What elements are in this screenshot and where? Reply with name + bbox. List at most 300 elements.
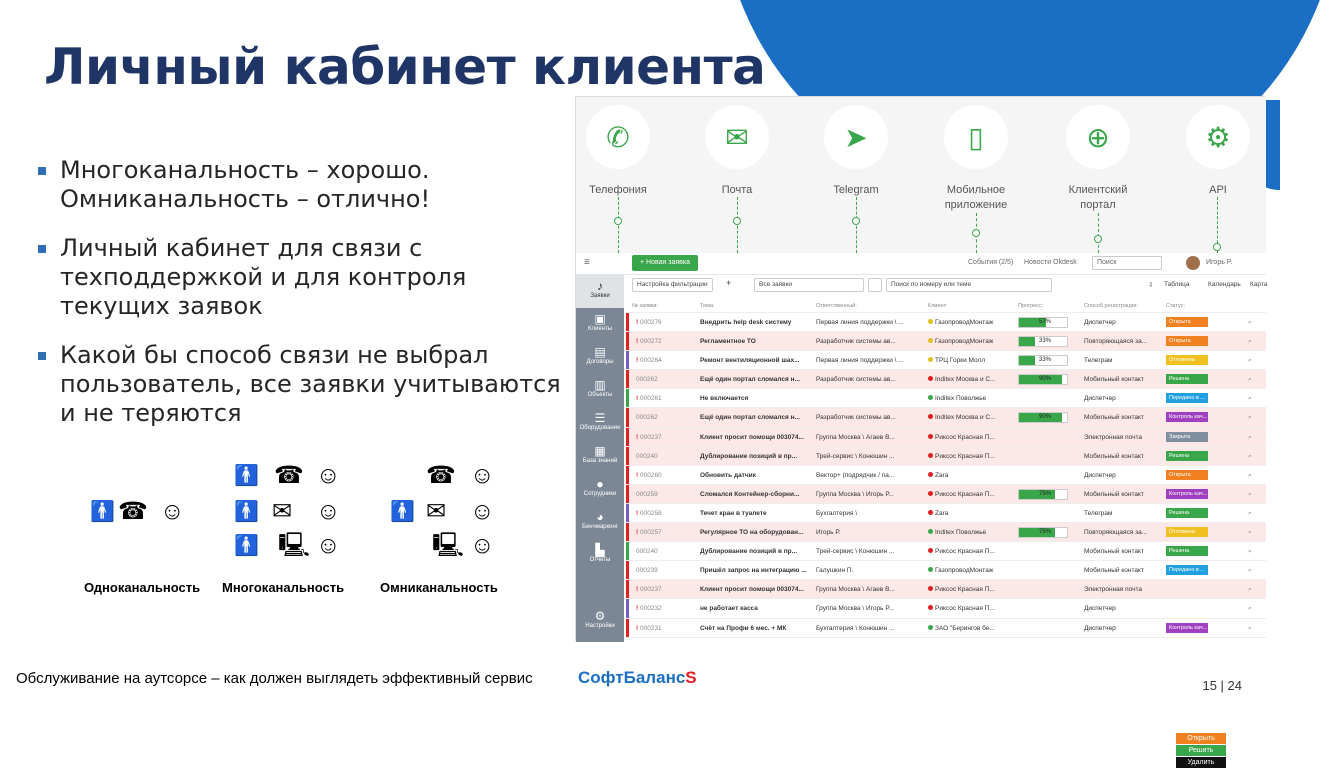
table-row[interactable] (626, 485, 1266, 504)
view-map-tab[interactable]: Карта (1250, 281, 1268, 288)
request-topic[interactable]: не работает касса (700, 605, 758, 613)
bullet-item: Многоканальность – хорошо. Омниканальность – отлично! (36, 156, 566, 214)
status-badge[interactable]: Решена (1166, 374, 1208, 384)
sidebar-label: Заявки (590, 293, 610, 299)
responsible: Группа Москва \ Игорь Р... (816, 605, 894, 613)
sidebar-item-objects[interactable] (576, 374, 624, 407)
request-number[interactable]: ! 000260 (636, 471, 662, 479)
book-icon: ▦ (594, 444, 606, 458)
connector-dot (733, 217, 741, 225)
table-row[interactable] (626, 370, 1266, 389)
smile-icon: ☺ (160, 498, 185, 525)
registration-method: Мобильный контакт (1084, 376, 1144, 384)
globe-icon: ⊕ (1066, 105, 1130, 169)
request-number[interactable]: 000239 (636, 567, 658, 575)
table-row[interactable] (626, 599, 1266, 618)
request-topic[interactable]: Ремонт вентиляционной шах... (700, 357, 800, 365)
table-row[interactable] (626, 351, 1266, 370)
client: Риксос Красная П... (928, 428, 1014, 447)
client: Риксос Красная П... (928, 542, 1014, 561)
row-stripe (626, 370, 629, 388)
client: ЗАО "Берингов бе... (928, 619, 1014, 638)
avatar[interactable] (1186, 256, 1200, 270)
request-number[interactable]: ! 000261 (636, 395, 662, 403)
building-icon: ▥ (594, 378, 606, 392)
channel-icons-row (576, 97, 1266, 253)
status-badge[interactable]: Решена (1166, 451, 1208, 461)
view-icon[interactable]: ⌕ (1248, 586, 1252, 594)
client-status-dot (928, 548, 933, 553)
row-stripe (626, 561, 629, 579)
row-stripe (626, 542, 629, 560)
view-icon[interactable]: ⌕ (1248, 605, 1252, 613)
sidebar-label: Оборудование (579, 425, 621, 431)
phone-icon: ☎ (426, 462, 456, 489)
column-header[interactable]: Статус: (1166, 303, 1185, 309)
client: ТРЦ Горки Молл (928, 351, 1014, 370)
table-row[interactable] (626, 504, 1266, 523)
request-topic[interactable]: Течет кран в туалете (700, 509, 767, 517)
connector-line (856, 197, 857, 253)
responsible: Бухгалтерия \ (816, 509, 858, 517)
request-topic[interactable]: Дублирование позиций в пр... (700, 452, 798, 460)
table-row[interactable] (626, 447, 1266, 466)
progress-value: 90% (1039, 376, 1052, 383)
logo-text: СофтБаланс (578, 668, 686, 687)
request-number[interactable]: 000262 (636, 414, 658, 422)
urgent-icon: ! (636, 471, 640, 479)
view-icon[interactable]: ⌕ (1248, 376, 1252, 384)
sidebar-item-contracts[interactable] (576, 341, 624, 374)
request-number[interactable]: 000262 (636, 376, 658, 384)
responsible: Разработчик системы ав... (816, 376, 896, 384)
client: ГазопроводМонтаж (928, 561, 1014, 580)
sidebar-item-employees[interactable] (576, 473, 624, 506)
row-stripe (626, 447, 629, 465)
filter-gear-icon[interactable] (868, 278, 882, 292)
table-row[interactable] (626, 580, 1266, 599)
responsible: Первая линия поддержки \ ... (816, 319, 904, 326)
connector-line (618, 197, 619, 253)
request-topic[interactable]: Регулярное ТО на оборудован... (700, 529, 804, 537)
status-badge[interactable]: Контроль кач... (1166, 623, 1208, 633)
user-name[interactable]: Игорь Р. (1206, 259, 1233, 266)
client-status-dot (928, 338, 933, 343)
column-header[interactable]: Тема: (700, 303, 715, 309)
context-resolve[interactable]: Решить (1176, 745, 1226, 756)
registration-method: Телеграм (1084, 509, 1113, 517)
slide-title: Личный кабинет клиента (44, 38, 766, 96)
client-status-dot (928, 395, 933, 400)
connector-line (737, 197, 738, 253)
urgent-icon: ! (636, 395, 640, 403)
responsible: Группа Москва \ Игорь Р... (816, 490, 894, 498)
request-number[interactable]: ! 000264 (636, 357, 662, 365)
client: Inditex Поволжье (928, 523, 1014, 542)
client: Inditex Поволжье (928, 389, 1014, 408)
sidebar-label: База знаний (582, 458, 618, 464)
person-icon: 🚹 (234, 535, 259, 557)
status-badge[interactable]: Открыта (1166, 336, 1208, 346)
client: Риксос Красная П... (928, 447, 1014, 466)
request-number[interactable]: 000259 (636, 490, 658, 498)
smile-icon: ☺ (316, 462, 341, 489)
request-topic[interactable]: Ещё один портал сломался н... (700, 414, 800, 422)
registration-method: Телеграм (1084, 357, 1113, 365)
client-status-dot (928, 510, 933, 515)
context-open[interactable]: Открыть (1176, 733, 1226, 744)
row-stripe (626, 313, 629, 331)
progress-fill (1019, 356, 1035, 365)
client-status-dot (928, 434, 933, 439)
status-badge[interactable]: Решена (1166, 508, 1208, 518)
request-topic[interactable]: Клиент просит помощи 003074... (700, 433, 804, 441)
table-row[interactable] (626, 313, 1266, 332)
responsible: Трей-сервис \ Конюшин ... (816, 452, 895, 460)
gear-icon: ⚙ (594, 609, 606, 623)
view-icon[interactable]: ⌕ (1248, 433, 1252, 441)
registration-method: Электронная почта (1084, 586, 1143, 594)
client-status-dot (928, 605, 933, 610)
status-badge[interactable]: Передано в ... (1166, 565, 1208, 575)
connector-dot (972, 229, 980, 237)
footer-text: Обслуживание на аутсорсе – как должен выглядеть эффективный сервис (16, 670, 533, 687)
requests-table (626, 299, 1266, 638)
status-badge[interactable]: Передано в ... (1166, 393, 1208, 403)
client-status-dot (928, 357, 933, 362)
urgent-icon: ! (636, 319, 640, 326)
column-header[interactable]: Клиент: (928, 303, 948, 309)
client-status-dot (928, 472, 933, 477)
view-icon[interactable]: ⌕ (1248, 338, 1252, 346)
mail-icon: ✉ (705, 105, 769, 169)
request-topic[interactable]: Обновить датчик (700, 471, 756, 479)
responsible: Разработчик системы ав... (816, 338, 896, 346)
request-topic[interactable]: Дублирование позиций в пр... (700, 548, 798, 556)
row-stripe (626, 523, 629, 541)
number-search-input[interactable]: Поиск по номеру или теме (886, 278, 1052, 292)
registration-method: Повторяющаяся за... (1084, 529, 1148, 537)
responsible: Группа Москва \ Агаев В... (816, 433, 895, 441)
progress-value: 33% (1039, 357, 1052, 364)
client-status-dot (928, 586, 933, 591)
table-row[interactable] (626, 542, 1266, 561)
registration-method: Повторяющаяся за... (1084, 338, 1148, 346)
sidebar-item-reports[interactable] (576, 539, 624, 572)
person-icon: 🚹 (90, 501, 115, 523)
phone-icon: ☎ (118, 498, 148, 525)
registration-method: Мобильный контакт (1084, 452, 1144, 460)
responsible: Группа Москва \ Агаев В... (816, 586, 895, 594)
row-stripe (626, 351, 629, 369)
request-topic[interactable]: Не включается (700, 395, 749, 403)
urgent-icon: ! (636, 433, 640, 441)
menu-icon[interactable]: ≡ (584, 257, 590, 268)
view-icon[interactable]: ⌕ (1248, 357, 1252, 365)
smile-icon: ☺ (316, 532, 341, 559)
request-number[interactable]: ! 000237 (636, 586, 662, 594)
status-badge[interactable]: Открыта (1166, 317, 1208, 327)
responsible: Трей-сервис \ Конюшин ... (816, 548, 895, 556)
table-row[interactable] (626, 561, 1266, 580)
client: Zara (928, 504, 1014, 523)
table-row[interactable] (626, 428, 1266, 447)
progress-bar (1018, 527, 1068, 538)
connector-dot (1213, 243, 1221, 251)
view-icon[interactable]: ⌕ (1248, 490, 1252, 498)
context-delete[interactable]: Удалить (1176, 757, 1226, 768)
status-badge[interactable]: Решена (1166, 546, 1208, 556)
request-topic[interactable]: Внедрить help desk систему (700, 319, 792, 326)
responsible: Разработчик системы ав... (816, 414, 896, 422)
row-stripe (626, 428, 629, 446)
sidebar-item-knowledge[interactable] (576, 440, 624, 473)
progress-value: 57% (1039, 319, 1052, 325)
channel-label: Telegram (833, 184, 879, 196)
client-status-dot (928, 529, 933, 534)
computer-icon: 🖳 (278, 532, 311, 559)
request-topic[interactable]: Пришёл запрос на интеграцию ... (700, 567, 807, 575)
sidebar-label: Сотрудники (583, 491, 617, 497)
progress-bar (1018, 374, 1068, 385)
channel-label: API (1209, 184, 1227, 196)
client-status-dot (928, 491, 933, 496)
request-topic[interactable]: Ещё один портал сломался н... (700, 376, 800, 384)
client-status-dot (928, 319, 933, 324)
sidebar-item-equipment[interactable] (576, 407, 624, 440)
registration-method: Диспетчер (1084, 605, 1116, 613)
table-row[interactable] (626, 466, 1266, 485)
progress-bar (1018, 336, 1068, 347)
table-row[interactable] (626, 332, 1266, 351)
registration-method: Электронная почта (1084, 433, 1143, 441)
table-row[interactable] (626, 408, 1266, 427)
client-status-dot (928, 567, 933, 572)
request-number[interactable]: ! 000232 (636, 605, 662, 613)
registration-method: Диспетчер (1084, 624, 1116, 632)
smile-icon: ☺ (316, 498, 341, 525)
registration-method: Мобильный контакт (1084, 414, 1144, 422)
channel-label: Телефония (589, 184, 647, 196)
server-icon: ☰ (594, 411, 606, 425)
channel-phone (568, 105, 668, 198)
sidebar-label: Клиенты (587, 326, 613, 332)
mail-icon: ✉ (272, 498, 293, 525)
row-stripe (626, 389, 629, 407)
channel-mobile (926, 105, 1026, 213)
request-topic[interactable]: Регламентное ТО (700, 338, 756, 346)
channel-label: Клиентский портал (1068, 184, 1128, 211)
caption-omni: Омниканальность (380, 580, 498, 595)
briefcase-icon: ▣ (594, 312, 606, 326)
app-topbar (576, 253, 1266, 275)
view-icon[interactable]: ⌕ (1248, 624, 1252, 632)
registration-method: Мобильный контакт (1084, 490, 1144, 498)
view-icon[interactable]: ⌕ (1248, 319, 1252, 326)
mail-icon: ✉ (426, 498, 447, 525)
progress-fill (1019, 337, 1035, 346)
search-input[interactable]: Поиск (1092, 256, 1162, 270)
connector-dot (614, 217, 622, 225)
sidebar-item-benchmark[interactable] (576, 506, 624, 539)
smile-icon: ☺ (470, 462, 495, 489)
registration-method: Мобильный контакт (1084, 567, 1144, 575)
row-stripe (626, 408, 629, 426)
client: Inditex Москва и С... (928, 408, 1014, 427)
sidebar-label: Договоры (586, 359, 614, 365)
column-header[interactable]: Способ регистрации: (1084, 303, 1138, 309)
registration-method: Диспетчер (1084, 395, 1116, 403)
connector-dot (852, 217, 860, 225)
new-request-button[interactable]: + Новая заявка (632, 255, 698, 271)
bell-icon: ♪ (597, 279, 603, 293)
smile-icon: ☺ (470, 498, 495, 525)
view-icon[interactable]: ⌕ (1248, 471, 1252, 479)
urgent-icon: ! (636, 357, 640, 365)
progress-bar (1018, 317, 1068, 328)
bullet-item: Личный кабинет для связи с техподдержкой и для контроля текущих заявок (36, 234, 566, 321)
request-number[interactable]: ! 000258 (636, 509, 662, 517)
request-number[interactable]: ! 000231 (636, 624, 662, 632)
request-topic[interactable]: Клиент просит помощи 003074... (700, 586, 804, 594)
column-header[interactable]: № заявки: (632, 303, 658, 309)
urgent-icon: ! (636, 338, 640, 346)
row-stripe (626, 504, 629, 522)
caption-single: Одноканальность (84, 580, 201, 595)
request-number[interactable]: ! 000276 (636, 319, 662, 326)
company-logo (578, 668, 697, 688)
filter-bar (628, 277, 1268, 295)
status-badge[interactable]: Закрыта (1166, 432, 1208, 442)
export-icon[interactable]: ⇩ (1148, 282, 1154, 289)
caption-multi: Многоканальность (222, 580, 345, 595)
row-stripe (626, 485, 629, 503)
sidebar-label: Отчеты (589, 557, 611, 563)
client-status-dot (928, 453, 933, 458)
view-icon[interactable]: ⌕ (1248, 452, 1252, 460)
add-filter-icon[interactable]: + (726, 278, 732, 288)
filter-settings-button[interactable]: Настройка фильтрации (632, 278, 713, 292)
sidebar-item-requests[interactable] (576, 275, 624, 308)
view-table-tab[interactable]: Таблица (1164, 281, 1190, 288)
urgent-icon: ! (636, 605, 640, 613)
view-icon[interactable]: ⌕ (1248, 567, 1252, 575)
status-badge[interactable]: Отложена (1166, 527, 1208, 537)
channel-label: Почта (721, 184, 753, 196)
urgent-icon: ! (636, 624, 640, 632)
connector-dot (1094, 235, 1102, 243)
request-number[interactable]: 000240 (636, 452, 658, 460)
responsible: Вектор+ (подрядчик / па... (816, 471, 895, 479)
responsible: Галушкин П. (816, 567, 854, 575)
status-badge[interactable]: Контроль кач... (1166, 412, 1208, 422)
channel-mail (687, 105, 787, 198)
filter-select[interactable]: Все заявки (754, 278, 864, 292)
request-number[interactable]: ! 000257 (636, 529, 662, 537)
registration-method: Диспетчер (1084, 319, 1116, 326)
urgent-icon: ! (636, 509, 640, 517)
person-icon: 🚹 (234, 465, 259, 487)
column-header[interactable]: Прогресс: (1018, 303, 1044, 309)
status-badge[interactable]: Контроль кач... (1166, 489, 1208, 499)
responsible: Бухгалтерия \ Конюшин ... (816, 624, 895, 632)
phone-icon: ☎ (274, 462, 304, 489)
view-icon[interactable]: ⌕ (1248, 509, 1252, 517)
phone-icon: ✆ (586, 105, 650, 169)
view-icon[interactable]: ⌕ (1248, 548, 1252, 556)
client: Риксос Красная П... (928, 485, 1014, 504)
urgent-icon: ! (636, 529, 640, 537)
view-icon[interactable]: ⌕ (1248, 529, 1252, 537)
table-row[interactable] (626, 389, 1266, 408)
logo-mark: S (685, 668, 697, 687)
progress-value: 33% (1039, 338, 1052, 345)
client-status-dot (928, 376, 933, 381)
status-badge[interactable]: Отложена (1166, 355, 1208, 365)
progress-value: 90% (1039, 414, 1052, 421)
request-number[interactable]: 000240 (636, 548, 658, 556)
client: Zara (928, 466, 1014, 485)
progress-value: 75% (1039, 490, 1052, 497)
row-stripe (626, 580, 629, 598)
document-icon: ▤ (594, 345, 606, 359)
request-number[interactable]: ! 000272 (636, 338, 662, 346)
gear-icon: ⚙ (1186, 105, 1250, 169)
request-number[interactable]: ! 000237 (636, 433, 662, 441)
news-link[interactable]: Новости Okdesk (1024, 259, 1077, 266)
client: Риксос Красная П... (928, 580, 1014, 599)
channel-diagram (80, 456, 520, 606)
view-icon[interactable]: ⌕ (1248, 395, 1252, 403)
context-menu (1176, 733, 1226, 768)
sidebar-item-clients[interactable] (576, 308, 624, 341)
telegram-icon: ➤ (824, 105, 888, 169)
progress-bar (1018, 489, 1068, 500)
status-badge[interactable]: Открыта (1166, 470, 1208, 480)
client: ГазопроводМонтаж (928, 332, 1014, 351)
person-icon: 🚹 (390, 501, 415, 523)
responsible: Первая линия поддержки \ ... (816, 357, 904, 365)
sidebar-label: Настройки (585, 623, 615, 629)
table-body (626, 313, 1266, 638)
sidebar-item-settings[interactable] (576, 605, 624, 638)
client: ГазопроводМонтаж (928, 313, 1014, 332)
events-link[interactable]: События (2/5) (968, 259, 1014, 266)
channel-label: Мобильное приложение (944, 184, 1008, 211)
view-icon[interactable]: ⌕ (1248, 414, 1252, 422)
row-stripe (626, 332, 629, 350)
progress-value: 75% (1039, 529, 1052, 536)
table-row[interactable] (626, 619, 1266, 638)
user-icon: ● (596, 477, 604, 491)
page-number: 15 | 24 (1202, 678, 1242, 693)
sidebar-label: Бенчмаркинг (582, 524, 618, 530)
bullet-list (36, 156, 566, 448)
sidebar-label: Объекты (587, 392, 613, 398)
app-sidebar (576, 275, 624, 642)
column-header[interactable]: Ответственный: (816, 303, 857, 309)
registration-method: Мобильный контакт (1084, 548, 1144, 556)
view-calendar-tab[interactable]: Календарь (1208, 281, 1241, 288)
row-stripe (626, 599, 629, 617)
request-topic[interactable]: Сломался Контейнер-сборни... (700, 490, 800, 498)
client-status-dot (928, 625, 933, 630)
request-topic[interactable]: Счёт на Профи 6 мес. + МК (700, 624, 787, 632)
channel-portal (1048, 105, 1148, 213)
client: Inditex Москва и С... (928, 370, 1014, 389)
table-row[interactable] (626, 523, 1266, 542)
progress-bar (1018, 355, 1068, 366)
